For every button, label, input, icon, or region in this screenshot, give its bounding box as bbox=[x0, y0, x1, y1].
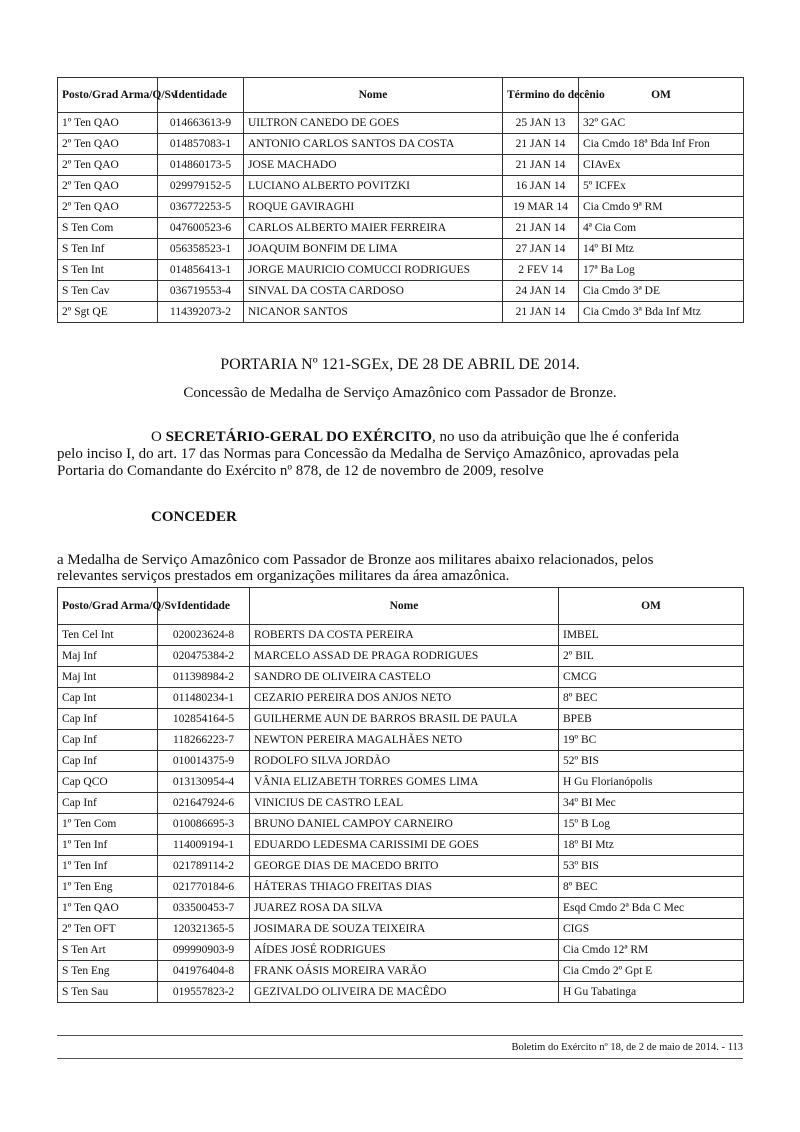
cell-posto: S Ten Int bbox=[58, 260, 158, 281]
table-row bbox=[58, 625, 744, 646]
cell-om: 5º ICFEx bbox=[579, 176, 744, 197]
cell-om: H Gu Tabatinga bbox=[559, 982, 744, 1003]
cell-posto: Cap QCO bbox=[58, 772, 158, 793]
table-row bbox=[58, 793, 744, 814]
table-row bbox=[58, 856, 744, 877]
page-footer: Boletim do Exército nº 18, de 2 de maio de 2014. - 113 bbox=[511, 1042, 743, 1053]
cell-termino: 21 JAN 14 bbox=[503, 218, 579, 239]
table-row bbox=[58, 218, 744, 239]
cell-posto: 1º Ten Inf bbox=[58, 835, 158, 856]
cell-om: 4ª Cia Com bbox=[579, 218, 744, 239]
cell-om: 52º BIS bbox=[559, 751, 744, 772]
body-paragraph-line-2: pelo inciso I, do art. 17 das Normas para Concessão da Medalha de Serviço Amazônico, aprovadas pela bbox=[57, 446, 679, 462]
cell-om: Cia Cmdo 3ª DE bbox=[579, 281, 744, 302]
table-row bbox=[58, 814, 744, 835]
cell-posto: 1º Ten Com bbox=[58, 814, 158, 835]
cell-om: 53º BIS bbox=[559, 856, 744, 877]
cell-nome: SANDRO DE OLIVEIRA CASTELO bbox=[250, 667, 559, 688]
portaria-subtitle: Concessão de Medalha de Serviço Amazônico com Passador de Bronze. bbox=[183, 385, 617, 401]
cell-nome: JORGE MAURICIO COMUCCI RODRIGUES bbox=[244, 260, 503, 281]
cell-om: 15º B Log bbox=[559, 814, 744, 835]
cell-om: Cia Cmdo 9ª RM bbox=[579, 197, 744, 218]
grant-line-2: relevantes serviços prestados em organizações militares da área amazônica. bbox=[57, 568, 510, 584]
cell-posto: Maj Int bbox=[58, 667, 158, 688]
header-om: OM bbox=[579, 78, 744, 113]
table-row bbox=[58, 919, 744, 940]
cell-posto: 1º Ten QAO bbox=[58, 898, 158, 919]
cell-id: 114392073-2 bbox=[158, 302, 244, 323]
body-rest: , no uso da atribuição que lhe é conferida bbox=[432, 429, 680, 445]
medal-recipients-table bbox=[57, 587, 744, 1003]
table-row bbox=[58, 239, 744, 260]
body-paragraph-line-3: Portaria do Comandante do Exército nº 878, de 12 de novembro de 2009, resolve bbox=[57, 463, 544, 479]
cell-posto: Cap Int bbox=[58, 688, 158, 709]
cell-posto: Ten Cel Int bbox=[58, 625, 158, 646]
table-row bbox=[58, 113, 744, 134]
cell-posto: 1º Ten QAO bbox=[58, 113, 158, 134]
cell-om: Cia Cmdo 3ª Bda Inf Mtz bbox=[579, 302, 744, 323]
cell-id: 114009194-1 bbox=[158, 835, 250, 856]
cell-nome: AÍDES JOSÉ RODRIGUES bbox=[250, 940, 559, 961]
cell-id: 013130954-4 bbox=[158, 772, 250, 793]
cell-om: H Gu Florianópolis bbox=[559, 772, 744, 793]
table-header-row bbox=[58, 78, 744, 113]
table-row bbox=[58, 134, 744, 155]
cell-id: 014857083-1 bbox=[158, 134, 244, 155]
table-row bbox=[58, 982, 744, 1003]
cell-posto: Cap Inf bbox=[58, 730, 158, 751]
cell-id: 021647924-6 bbox=[158, 793, 250, 814]
cell-termino: 16 JAN 14 bbox=[503, 176, 579, 197]
cell-nome: GEORGE DIAS DE MACEDO BRITO bbox=[250, 856, 559, 877]
cell-om: 8º BEC bbox=[559, 688, 744, 709]
cell-om: Cia Cmdo 2º Gpt E bbox=[559, 961, 744, 982]
table-row bbox=[58, 709, 744, 730]
cell-om: 34º BI Mec bbox=[559, 793, 744, 814]
cell-id: 056358523-1 bbox=[158, 239, 244, 260]
cell-om: CMCG bbox=[559, 667, 744, 688]
table-row bbox=[58, 772, 744, 793]
cell-nome: JUAREZ ROSA DA SILVA bbox=[250, 898, 559, 919]
table-row bbox=[58, 898, 744, 919]
cell-om: Esqd Cmdo 2ª Bda C Mec bbox=[559, 898, 744, 919]
cell-posto: Maj Inf bbox=[58, 646, 158, 667]
table-row bbox=[58, 835, 744, 856]
footer-rule-bottom bbox=[57, 1058, 743, 1059]
table-row bbox=[58, 646, 744, 667]
cell-id: 036719553-4 bbox=[158, 281, 244, 302]
cell-posto: 2º Ten QAO bbox=[58, 197, 158, 218]
cell-id: 047600523-6 bbox=[158, 218, 244, 239]
cell-posto: 1º Ten Eng bbox=[58, 877, 158, 898]
header-nome: Nome bbox=[250, 588, 559, 625]
cell-termino: 21 JAN 14 bbox=[503, 155, 579, 176]
cell-nome: VÂNIA ELIZABETH TORRES GOMES LIMA bbox=[250, 772, 559, 793]
cell-om: 17ª Ba Log bbox=[579, 260, 744, 281]
cell-nome: LUCIANO ALBERTO POVITZKI bbox=[244, 176, 503, 197]
cell-nome: UILTRON CANEDO DE GOES bbox=[244, 113, 503, 134]
cell-om: 32º GAC bbox=[579, 113, 744, 134]
cell-posto: S Ten Art bbox=[58, 940, 158, 961]
cell-nome: CEZARIO PEREIRA DOS ANJOS NETO bbox=[250, 688, 559, 709]
cell-id: 020475384-2 bbox=[158, 646, 250, 667]
table-row bbox=[58, 302, 744, 323]
cell-termino: 21 JAN 14 bbox=[503, 134, 579, 155]
cell-nome: RODOLFO SILVA JORDÃO bbox=[250, 751, 559, 772]
table-row bbox=[58, 176, 744, 197]
cell-id: 010086695-3 bbox=[158, 814, 250, 835]
cell-id: 118266223-7 bbox=[158, 730, 250, 751]
header-identidade: Identidade bbox=[158, 588, 250, 625]
cell-om: 8º BEC bbox=[559, 877, 744, 898]
cell-om: CIAvEx bbox=[579, 155, 744, 176]
header-posto: Posto/Grad Arma/Q/Sv bbox=[58, 588, 158, 625]
cell-id: 014856413-1 bbox=[158, 260, 244, 281]
cell-nome: ANTONIO CARLOS SANTOS DA COSTA bbox=[244, 134, 503, 155]
cell-om: CIGS bbox=[559, 919, 744, 940]
cell-posto: S Ten Cav bbox=[58, 281, 158, 302]
cell-id: 011480234-1 bbox=[158, 688, 250, 709]
header-identidade: Identidade bbox=[158, 78, 244, 113]
cell-id: 120321365-5 bbox=[158, 919, 250, 940]
cell-posto: S Ten Com bbox=[58, 218, 158, 239]
header-posto: Posto/Grad Arma/Q/Sv bbox=[58, 78, 158, 113]
table-row bbox=[58, 260, 744, 281]
cell-termino: 19 MAR 14 bbox=[503, 197, 579, 218]
cell-id: 099990903-9 bbox=[158, 940, 250, 961]
cell-posto: 2º Ten QAO bbox=[58, 134, 158, 155]
cell-id: 033500453-7 bbox=[158, 898, 250, 919]
cell-nome: MARCELO ASSAD DE PRAGA RODRIGUES bbox=[250, 646, 559, 667]
cell-nome: NEWTON PEREIRA MAGALHÃES NETO bbox=[250, 730, 559, 751]
cell-nome: GEZIVALDO OLIVEIRA DE MACÊDO bbox=[250, 982, 559, 1003]
cell-id: 014663613-9 bbox=[158, 113, 244, 134]
cell-nome: VINICIUS DE CASTRO LEAL bbox=[250, 793, 559, 814]
body-paragraph-line-1 bbox=[57, 429, 743, 446]
cell-nome: EDUARDO LEDESMA CARISSIMI DE GOES bbox=[250, 835, 559, 856]
cell-id: 041976404-8 bbox=[158, 961, 250, 982]
cell-id: 019557823-2 bbox=[158, 982, 250, 1003]
table-row bbox=[58, 877, 744, 898]
cell-nome: JOSIMARA DE SOUZA TEIXEIRA bbox=[250, 919, 559, 940]
table-row bbox=[58, 688, 744, 709]
cell-posto: S Ten Eng bbox=[58, 961, 158, 982]
cell-om: 14º BI Mtz bbox=[579, 239, 744, 260]
cell-posto: Cap Inf bbox=[58, 793, 158, 814]
table-row bbox=[58, 751, 744, 772]
cell-nome: JOSE MACHADO bbox=[244, 155, 503, 176]
cell-om: 18º BI Mtz bbox=[559, 835, 744, 856]
header-nome: Nome bbox=[244, 78, 503, 113]
cell-id: 021789114-2 bbox=[158, 856, 250, 877]
cell-termino: 27 JAN 14 bbox=[503, 239, 579, 260]
grant-line-1: a Medalha de Serviço Amazônico com Passador de Bronze aos militares abaixo relacionados, pelos bbox=[57, 552, 654, 568]
header-om: OM bbox=[559, 588, 744, 625]
cell-id: 036772253-5 bbox=[158, 197, 244, 218]
cell-om: 2º BIL bbox=[559, 646, 744, 667]
cell-id: 011398984-2 bbox=[158, 667, 250, 688]
medal-table-continued bbox=[57, 77, 744, 323]
cell-posto: Cap Inf bbox=[58, 751, 158, 772]
cell-nome: JOAQUIM BONFIM DE LIMA bbox=[244, 239, 503, 260]
cell-om: BPEB bbox=[559, 709, 744, 730]
table-row bbox=[58, 940, 744, 961]
cell-termino: 21 JAN 14 bbox=[503, 302, 579, 323]
cell-id: 010014375-9 bbox=[158, 751, 250, 772]
cell-nome: ROBERTS DA COSTA PEREIRA bbox=[250, 625, 559, 646]
portaria-title: PORTARIA Nº 121-SGEx, DE 28 DE ABRIL DE 2014. bbox=[220, 356, 580, 373]
table-row bbox=[58, 281, 744, 302]
authority-name: SECRETÁRIO-GERAL DO EXÉRCITO bbox=[165, 429, 433, 445]
cell-nome: ROQUE GAVIRAGHI bbox=[244, 197, 503, 218]
cell-termino: 25 JAN 13 bbox=[503, 113, 579, 134]
cell-posto: 1º Ten Inf bbox=[58, 856, 158, 877]
cell-nome: GUILHERME AUN DE BARROS BRASIL DE PAULA bbox=[250, 709, 559, 730]
cell-posto: S Ten Sau bbox=[58, 982, 158, 1003]
cell-posto: 2º Sgt QE bbox=[58, 302, 158, 323]
table-row bbox=[58, 197, 744, 218]
cell-nome: HÁTERAS THIAGO FREITAS DIAS bbox=[250, 877, 559, 898]
cell-nome: BRUNO DANIEL CAMPOY CARNEIRO bbox=[250, 814, 559, 835]
table-row bbox=[58, 961, 744, 982]
cell-posto: 2º Ten OFT bbox=[58, 919, 158, 940]
cell-id: 020023624-8 bbox=[158, 625, 250, 646]
cell-termino: 2 FEV 14 bbox=[503, 260, 579, 281]
cell-nome: NICANOR SANTOS bbox=[244, 302, 503, 323]
cell-posto: 2º Ten QAO bbox=[58, 155, 158, 176]
header-termino: Término do decênio bbox=[503, 78, 579, 113]
cell-om: Cia Cmdo 12ª RM bbox=[559, 940, 744, 961]
table-row bbox=[58, 730, 744, 751]
table-header-row bbox=[58, 588, 744, 625]
cell-posto: S Ten Inf bbox=[58, 239, 158, 260]
cell-id: 029979152-5 bbox=[158, 176, 244, 197]
conceder-heading: CONCEDER bbox=[151, 509, 237, 525]
cell-termino: 24 JAN 14 bbox=[503, 281, 579, 302]
cell-posto: Cap Inf bbox=[58, 709, 158, 730]
cell-nome: SINVAL DA COSTA CARDOSO bbox=[244, 281, 503, 302]
cell-id: 102854164-5 bbox=[158, 709, 250, 730]
table-row bbox=[58, 667, 744, 688]
cell-id: 014860173-5 bbox=[158, 155, 244, 176]
cell-nome: CARLOS ALBERTO MAIER FERREIRA bbox=[244, 218, 503, 239]
cell-om: 19º BC bbox=[559, 730, 744, 751]
table-row bbox=[58, 155, 744, 176]
body-prefix: O bbox=[151, 429, 166, 445]
cell-om: IMBEL bbox=[559, 625, 744, 646]
cell-id: 021770184-6 bbox=[158, 877, 250, 898]
cell-posto: 2º Ten QAO bbox=[58, 176, 158, 197]
footer-rule-top bbox=[57, 1035, 743, 1036]
cell-nome: FRANK OÁSIS MOREIRA VARÃO bbox=[250, 961, 559, 982]
cell-om: Cia Cmdo 18ª Bda Inf Fron bbox=[579, 134, 744, 155]
